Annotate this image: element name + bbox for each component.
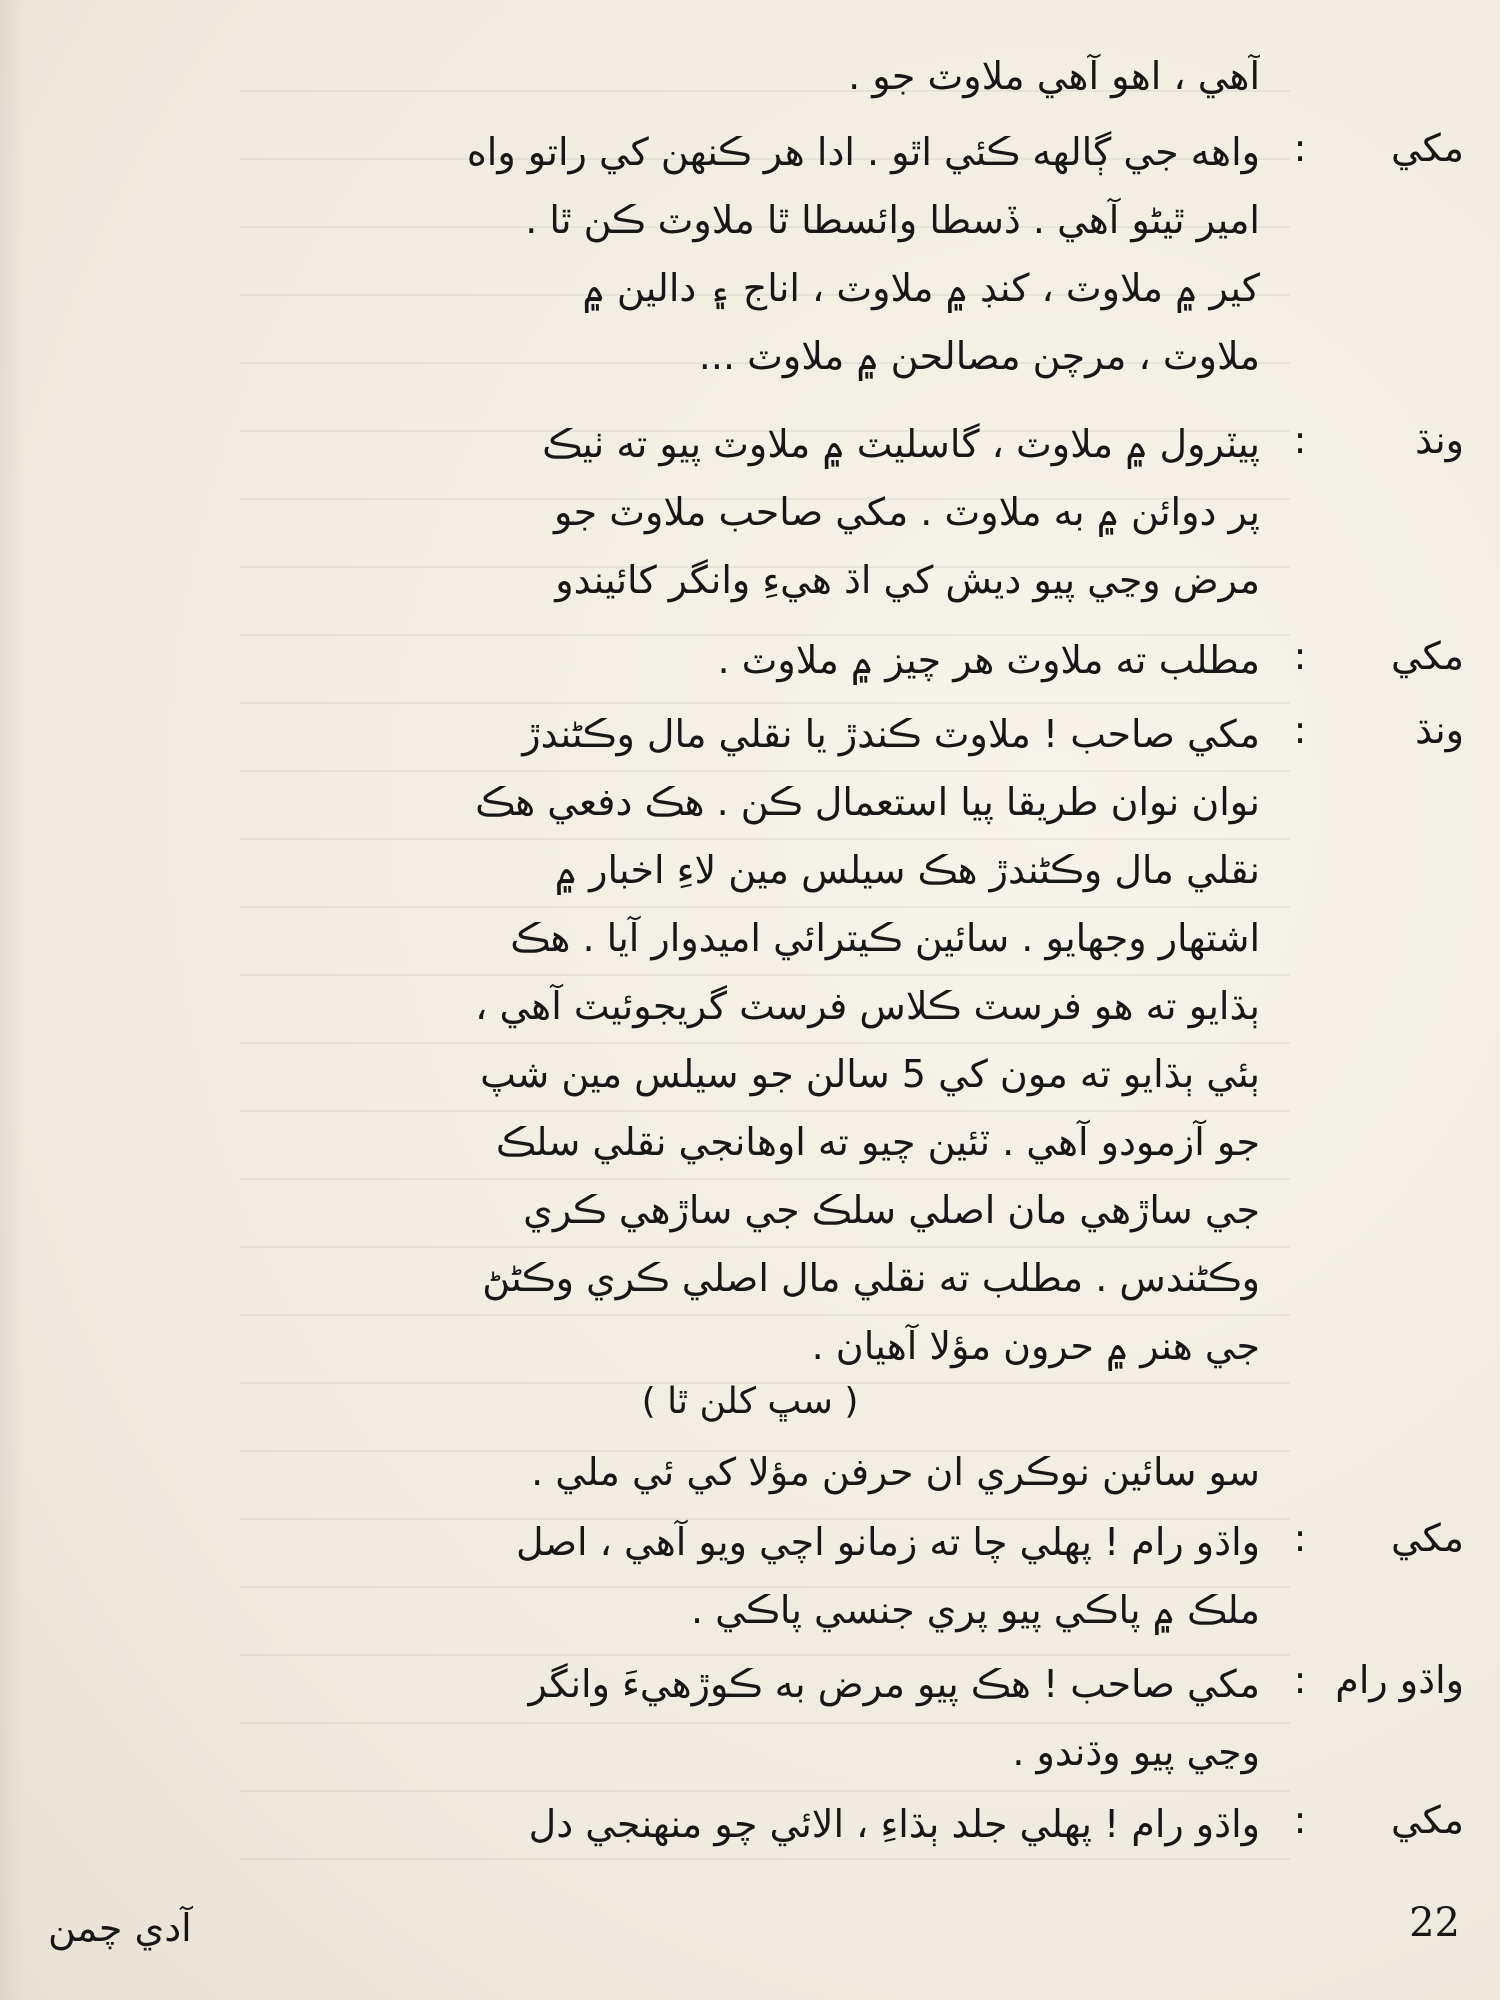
speaker-name: ونڌ (1415, 708, 1464, 752)
text-line: مرض وڃي پيو ديش کي اڌ هيءِ وانگر کائيندو (555, 558, 1260, 602)
speaker-name: ونڌ (1415, 418, 1464, 462)
dialogue-text (48, 1790, 1260, 1858)
speaker-colon: : (1293, 126, 1307, 170)
text-line: امير ٿيڻو آهي . ڏسطا وائسطا ٿا ملاوٽ ڪن ٿا . (525, 198, 1260, 242)
text-line: پر دوائن ۾ به ملاوٽ . مکي صاحب ملاوٽ جو (554, 490, 1260, 534)
text-line: جي ساڙهي مان اصلي سلڪ جي ساڙهي ڪري (523, 1188, 1260, 1232)
speaker-name: واڌو رام (1335, 1658, 1464, 1702)
speaker-colon: : (1293, 708, 1307, 752)
speaker-colon: : (1293, 1516, 1307, 1560)
text-line: جو آزمودو آهي . ٽئين چيو ته اوهانجي نقلي سلڪ (495, 1120, 1260, 1164)
speaker-colon: : (1293, 634, 1307, 678)
dialogue-text (48, 1650, 1260, 1786)
text-line: واڌو رام ! پهلي چا ته زمانو اچي ويو آهي ، اصل (516, 1520, 1260, 1564)
text-line: وڃي پيو وڌندو . (1012, 1730, 1260, 1774)
speaker-name: مکي (1390, 1798, 1464, 1842)
speaker-name: مکي (1390, 1516, 1464, 1560)
text-line: وڪڻندس . مطلب ته نقلي مال اصلي ڪري وڪڻڻ (482, 1256, 1260, 1300)
text-line: پيٽرول ۾ ملاوٽ ، گاسليٽ ۾ ملاوٽ پيو ته ٺيڪ (542, 422, 1260, 466)
book-title-footer: آدي چمن (48, 1906, 192, 1950)
text-line: سو سائين نوڪري ان حرفن مؤلا کي ئي ملي . (531, 1450, 1260, 1494)
dialogue-text (48, 42, 1260, 110)
speaker-colon: : (1293, 1658, 1307, 1702)
speaker-colon: : (1293, 1798, 1307, 1842)
speaker-name: مکي (1390, 126, 1464, 170)
dialogue-text (48, 1508, 1260, 1644)
text-line: کير ۾ ملاوٽ ، کنڊ ۾ ملاوٽ ، اناج ۽ دالين ۾ (582, 266, 1260, 310)
text-line: نقلي مال وڪڻندڙ هڪ سيلس مين لاءِ اخبار ۾ (554, 848, 1260, 892)
page-number: 22 (1409, 1900, 1460, 1946)
text-line: واهه جي ڳالهه ڪئي اٿو . ادا هر ڪنهن کي راتو واه (466, 130, 1260, 174)
text-line: مکي صاحب ! هڪ پيو مرض به ڪوڙهيءَ وانگر (528, 1662, 1260, 1706)
dialogue-text (48, 410, 1260, 614)
dialogue-text (48, 626, 1260, 694)
text-line: مکي صاحب ! ملاوٽ ڪندڙ يا نقلي مال وڪڻندڙ (522, 712, 1260, 756)
text-line: ٻئي ٻڌايو ته مون کي 5 سالن جو سيلس مين شپ (480, 1052, 1260, 1096)
text-line: واڌو رام ! پهلي جلد ٻڌاءِ ، الائي چو منهنجي دل (528, 1802, 1260, 1846)
text-line: آهي ، اهو آهي ملاوٽ جو . (848, 54, 1260, 98)
dialogue-text (48, 700, 1260, 1380)
text-line: ملاوٽ ، مرچن مصالحن ۾ ملاوٽ ... (698, 334, 1260, 378)
text-line: جي هنر ۾ حرون مؤلا آهيان . (811, 1324, 1260, 1368)
text-line: اشتهار وجهايو . سائين ڪيترائي اميدوار آيا . هڪ (510, 916, 1260, 960)
dialogue-text (48, 118, 1260, 390)
speaker-name: مکي (1390, 634, 1464, 678)
text-line: مطلب ته ملاوٽ هر چيز ۾ ملاوٽ . (717, 638, 1260, 682)
text-line: ملڪ ۾ پاڪي پيو پري جنسي پاڪي . (691, 1588, 1260, 1632)
dialogue-text (48, 1438, 1260, 1506)
stage-direction: ( سڀ کلن ٿا ) (641, 1381, 859, 1422)
text-line: نوان نوان طريقا پيا استعمال ڪن . هڪ دفعي هڪ (475, 780, 1260, 824)
text-line: ٻڌايو ته هو فرسٽ ڪلاس فرسٽ گريجوئيٽ آهي ، (475, 984, 1260, 1028)
speaker-colon: : (1293, 418, 1307, 462)
